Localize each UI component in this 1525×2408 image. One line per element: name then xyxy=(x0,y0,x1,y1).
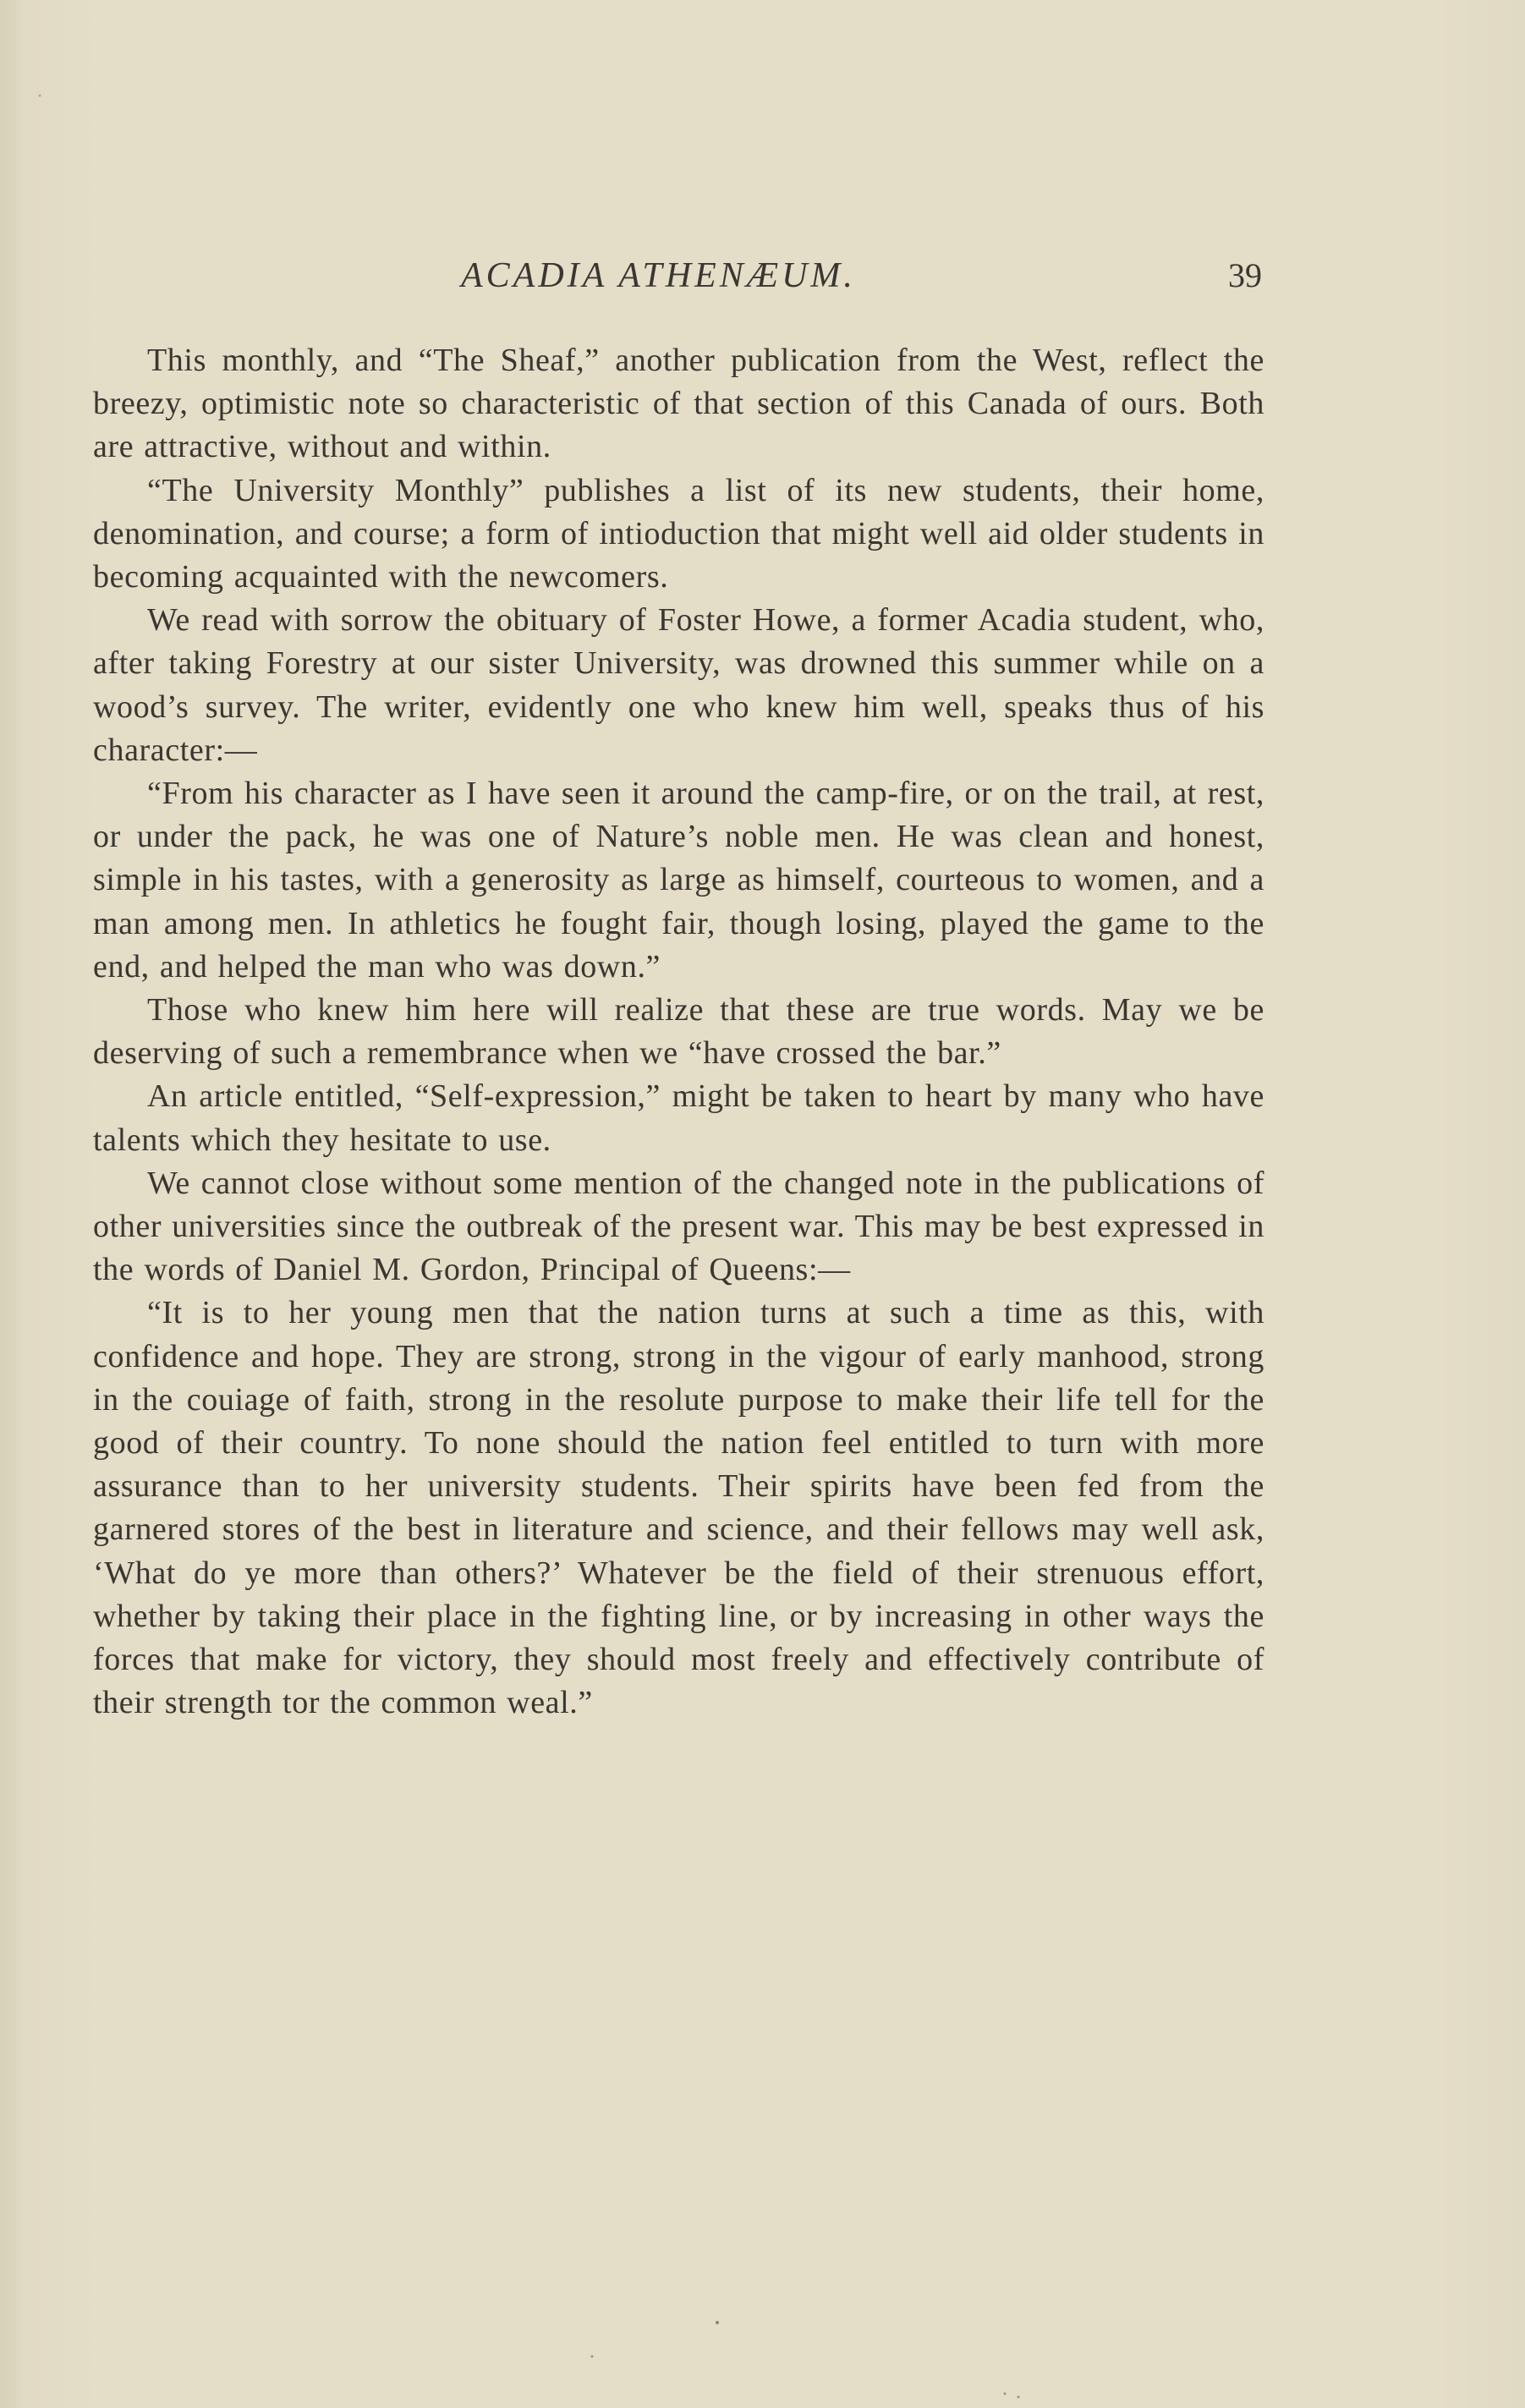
paragraph: This monthly, and “The Sheaf,” another publication from the West, reflect the breezy, optimistic note so characteristic of that section of this Canada of ours. Both are attractive, without and within. xyxy=(93,343,1264,465)
page-header xyxy=(0,252,1525,303)
paragraph: We read with sorrow the obituary of Foster Howe, a former Acadia student, who, after taking Forestry at our sister University, was drowned this summer while on a wood’s survey. The writer, evidently one who knew him well, speaks thus of his character:— xyxy=(93,602,1264,768)
running-title: ACADIA ATHENÆUM. xyxy=(461,256,856,295)
article-body xyxy=(93,339,1264,1725)
paragraph: An article entitled, “Self-expression,” might be taken to heart by many who have talents which they hesitate to use. xyxy=(93,1078,1264,1158)
page-number: 39 xyxy=(1228,256,1262,294)
quoted-paragraph: “From his character as I have seen it around the camp-fire, or on the trail, at rest, or under the pack, he was one of Nature’s noble men. He was clean and honest, simple in his tastes, with a generosity as large as himself, courteous to women, and a man among men. In athletics he fought fair, though losing, played the game to the end, and helped the man who was down.” xyxy=(93,776,1264,985)
paragraph: Those who knew him here will realize that these are true words. May we be deserving of such a remembrance when we “have crossed the bar.” xyxy=(93,992,1264,1072)
quoted-paragraph: “It is to her young men that the nation turns at such a time as this, with confidence and hope. They are strong, strong in the vigour of early manhood, strong in the couiage of faith, strong in the resolute purpose to make their life tell for the good of their country. To none should the nation feel entitled to turn with more assurance than to her university students. Their spirits have been fed from the garnered stores of the best in literature and science, and their fellows may well ask, ‘What do ye more than others?’ Whatever be the field of their strenuous effort, whether by taking their place in the fighting line, or by increasing in other ways the forces that make for victory, they should most freely and effectively contribute of their strength tor the common weal.” xyxy=(93,1295,1264,1721)
paragraph: “The University Monthly” publishes a list of its new students, their home, denomination, and course; a form of intioduction that might well aid older students in becoming acquainted with the newcomers. xyxy=(93,472,1264,595)
paragraph: We cannot close without some mention of the changed note in the publications of other universities since the outbreak of the present war. This may be best expressed in the words of Daniel M. Gordon, Principal of Queens:— xyxy=(93,1165,1264,1288)
